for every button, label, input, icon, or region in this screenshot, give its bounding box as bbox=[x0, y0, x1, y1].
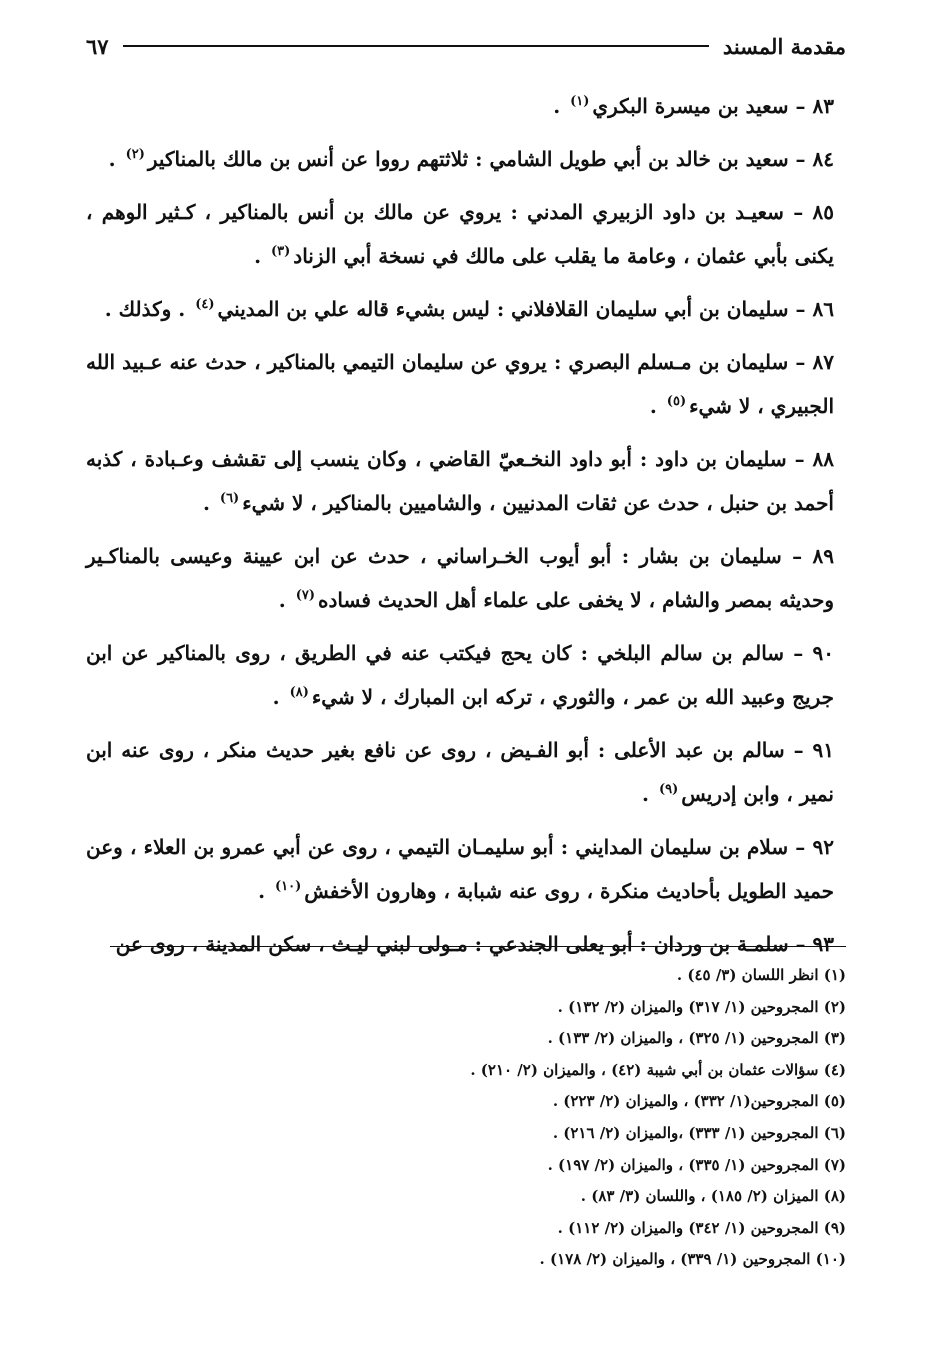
entry-tail: . bbox=[202, 491, 217, 515]
entry-text: سلمـة بن وردان : أبو يعلى الجندعي : مـولى لبني ليـث ، سكن المدينة ، روى عن bbox=[115, 932, 789, 956]
entry-text: سعيد بن خالد بن أبي طويل الشامي : ثلاثتهم رووا عن أنس بن مالك بالمناكير bbox=[147, 147, 789, 171]
footnote: (٢) المجروحين (١/ ٣١٧) والميزان (٢/ ١٣٢) . bbox=[557, 997, 846, 1016]
entry: ٩٣ – سلمـة بن وردان : أبو يعلى الجندعي : مـولى لبني ليـث ، سكن المدينة ، روى عن bbox=[115, 932, 834, 956]
header-rule bbox=[123, 45, 709, 47]
entry-tail: . bbox=[108, 147, 123, 171]
entry-text: سليمان بن أبي سليمان القلافلاني : ليس بشيء قاله علي بن المديني bbox=[217, 297, 789, 321]
entry-tail: . bbox=[553, 94, 568, 118]
entry: ٨٤ – سعيد بن خالد بن أبي طويل الشامي : ثلاثتهم رووا عن أنس بن مالك بالمناكير$^{(٢)}$ . bbox=[108, 147, 834, 171]
entry-text: سالم بن عبد الأعلى : أبو الفـيض ، روى عن نافع بغير حديث منكر ، روى عنه ابن نمير ، وابن إدريس bbox=[86, 738, 834, 806]
footnote-ref: (٥) bbox=[666, 394, 687, 410]
entry-text: سلام بن سليمان المدايني : أبو سليمـان التيمي ، روى عن أبي عمرو بن العلاء ، وعن حميد الطويل بأحاديث منكرة ، روى عنه شبابة ، وهارون الأخفش bbox=[86, 835, 834, 903]
entry-number: ٩١ bbox=[812, 738, 834, 762]
entry-number: ٨٦ bbox=[812, 297, 834, 321]
footnote-ref: (٢) bbox=[125, 147, 145, 163]
entry-number: ٨٥ bbox=[812, 200, 834, 224]
page-number: ٦٧ bbox=[86, 33, 109, 59]
entry-text: سعيـد بن داود الزبيري المدني : يروي عن مالك بن أنس بالمناكير ، كـثير الوهم ، يكنى بأبي عثمان ، وعامة ما يقلب على مالك في نسخة أبي الزناد bbox=[86, 200, 834, 268]
footnote: (٩) المجروحين (١/ ٣٤٢) والميزان (٢/ ١١٢) . bbox=[557, 1218, 846, 1237]
entry-number: ٨٧ bbox=[812, 350, 834, 374]
footnote-ref: (٦) bbox=[219, 491, 240, 507]
footnote-ref: (١٠) bbox=[275, 879, 302, 895]
footnote-ref: (٤) bbox=[195, 297, 215, 313]
footnote-ref: (٩) bbox=[658, 782, 679, 798]
entry: ٨٥ – سعيـد بن داود الزبيري المدني : يروي عن مالك بن أنس بالمناكير ، كـثير الوهم ، يكنى بأبي عثمان ، وعامة ما يقلب على مالك في نسخة أبي الزناد$^{(٣)}$ . bbox=[86, 200, 834, 268]
entries-list bbox=[86, 84, 846, 975]
entry-number: ٨٤ bbox=[812, 147, 834, 171]
footnote-ref: (١) bbox=[570, 94, 590, 110]
entry-text: سالم بن سالم البلخي : كان يحج فيكتب عنه في الطريق ، روى بالمناكير عن ابن جريج وعبيد الله بن عمر ، والثوري ، تركه ابن المبارك ، لا شيء bbox=[86, 641, 834, 709]
entry-text: سليمان بن بشار : أبو أيوب الخـراساني ، حدث عن ابن عيينة وعيسى بالمناكـير وحديثه بمصر والشام ، لا يخفى على علماء أهل الحديث فساده bbox=[86, 544, 834, 612]
footnote: (٨) الميزان (٢/ ١٨٥) ، واللسان (٣/ ٨٣) . bbox=[580, 1187, 846, 1206]
entry: ٨٩ – سليمان بن بشار : أبو أيوب الخـراساني ، حدث عن ابن عيينة وعيسى بالمناكـير وحديثه بمصر والشام ، لا يخفى على علماء أهل الحديث فساده$^{(٧)}$ . bbox=[86, 544, 834, 612]
page-header bbox=[86, 28, 846, 64]
entry-number: ٩٣ bbox=[812, 932, 834, 956]
entry-number: ٨٩ bbox=[812, 544, 834, 568]
entry: ٨٨ – سليمان بن داود : أبو داود النخـعيّ القاضي ، وكان ينسب إلى تقشف وعـبادة ، كذبه أحمد بن حنبل ، حدث عن ثقات المدنيين ، والشاميين بالمناكير ، لا شيء$^{(٦)}$ . bbox=[86, 447, 834, 515]
footnote: (٦) المجروحين (١/ ٣٣٣) ،والميزان (٢/ ٢١٦) . bbox=[552, 1123, 846, 1142]
entry-tail: . bbox=[258, 879, 272, 903]
entry-number: ٨٨ bbox=[812, 447, 834, 471]
footnote-ref: (٧) bbox=[295, 588, 316, 604]
footnote: (٣) المجروحين (١/ ٣٢٥) ، والميزان (٢/ ١٣٣) . bbox=[547, 1029, 846, 1048]
entry-tail: . bbox=[254, 244, 268, 268]
entry-tail: . bbox=[272, 685, 287, 709]
entry-number: ٨٣ bbox=[812, 94, 834, 118]
footnote: (١) انظر اللسان (٣/ ٤٥) . bbox=[676, 966, 846, 984]
footnote: (٥) المجروحين(١/ ٣٣٢) ، والميزان (٢/ ٢٢٣) . bbox=[552, 1092, 846, 1111]
entry-tail: . bbox=[649, 394, 664, 418]
entry-text: سليمان بن مـسلم البصري : يروي عن سليمان التيمي بالمناكير ، حدث عنه عـبيد الله الجبيري ، لا شيء bbox=[86, 350, 834, 418]
entry: ٨٦ – سليمان بن أبي سليمان القلافلاني : ليس بشيء قاله علي بن المديني$^{(٤)}$ . وكذلك . bbox=[104, 297, 834, 321]
entry-tail: . bbox=[642, 782, 656, 806]
entry: ٩١ – سالم بن عبد الأعلى : أبو الفـيض ، روى عن نافع بغير حديث منكر ، روى عنه ابن نمير ، وابن إدريس$^{(٩)}$ . bbox=[86, 738, 834, 806]
entry: ٨٧ – سليمان بن مـسلم البصري : يروي عن سليمان التيمي بالمناكير ، حدث عنه عـبيد الله الجبيري ، لا شيء$^{(٥)}$ . bbox=[86, 350, 834, 418]
entry-number: ٩٠ bbox=[812, 641, 834, 665]
footnote: (٧) المجروحين (١/ ٣٣٥) ، والميزان (٢/ ١٩٧) . bbox=[547, 1155, 846, 1174]
entry-text: سعيد بن ميسرة البكري bbox=[592, 94, 789, 118]
footnote: (١٠) المجروحين (١/ ٣٣٩) ، والميزان (٢/ ١٧٨) . bbox=[539, 1250, 846, 1269]
entry-tail: . bbox=[278, 588, 293, 612]
entry-number: ٩٢ bbox=[812, 835, 834, 859]
entry-text: سليمان بن داود : أبو داود النخـعيّ القاضي ، وكان ينسب إلى تقشف وعـبادة ، كذبه أحمد بن حنبل ، حدث عن ثقات المدنيين ، والشاميين بالمناكير ، لا شيء bbox=[86, 447, 834, 515]
entry: ٩٠ – سالم بن سالم البلخي : كان يحج فيكتب عنه في الطريق ، روى بالمناكير عن ابن جريج وعبيد الله بن عمر ، والثوري ، تركه ابن المبارك ، لا شيء$^{(٨)}$ . bbox=[86, 641, 834, 709]
footnotes-list bbox=[86, 960, 846, 1276]
entry-tail: . وكذلك . bbox=[104, 297, 193, 321]
running-title: مقدمة المسند bbox=[722, 33, 846, 59]
footnote: (٤) سؤالات عثمان بن أبي شيبة (٤٢) ، والميزان (٢/ ٢١٠) . bbox=[470, 1060, 846, 1079]
footnote-ref: (٨) bbox=[289, 685, 309, 701]
entry: ٩٢ – سلام بن سليمان المدايني : أبو سليمـان التيمي ، روى عن أبي عمرو بن العلاء ، وعن حميد الطويل بأحاديث منكرة ، روى عنه شبابة ، وهارون الأخفش$^{(١٠)}$ . bbox=[86, 835, 834, 903]
footnote-ref: (٣) bbox=[271, 244, 291, 260]
footnote-separator bbox=[110, 946, 846, 947]
entry: ٨٣ – سعيد بن ميسرة البكري$^{(١)}$ . bbox=[553, 94, 834, 118]
